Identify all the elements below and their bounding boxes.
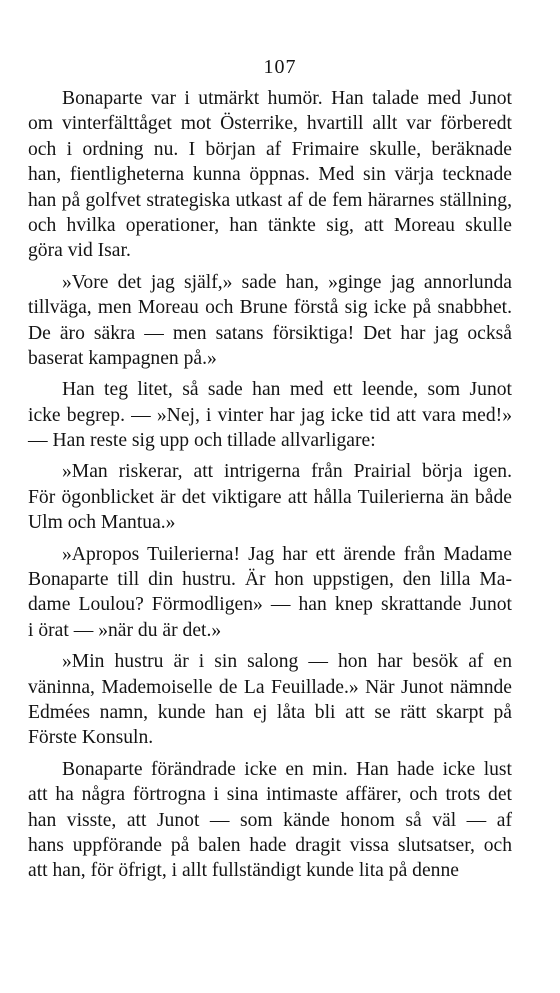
- text-line: tillväga, men Moreau och Brune förstå sig icke på snabbhet.: [28, 297, 512, 319]
- paragraph: [28, 542, 512, 644]
- paragraph: [28, 757, 512, 884]
- paragraph: [28, 459, 512, 535]
- text-line: Edmées namn, kunde han ej låta bli att se rätt skarpt på: [28, 701, 512, 723]
- text-line: att ha några förtrogna i sina intimaste affärer, och trots det: [28, 784, 512, 806]
- text-line: Ulm och Mantua.»: [28, 512, 176, 534]
- text-line: han visste, att Junot — som kände honom så väl — af: [28, 809, 512, 831]
- text-line: Bonaparte till din hustru. Är hon uppstigen, den lilla Ma-: [28, 569, 512, 591]
- text-line: »Apropos Tuilerierna! Jag har ett ärende från Madame: [62, 543, 512, 565]
- page-number: 107: [263, 56, 297, 78]
- text-line: De äro säkra — men satans försiktiga! Det har jag också: [28, 322, 512, 344]
- text-line: »Min hustru är i sin salong — hon har besök af en: [62, 651, 512, 673]
- body-text: [28, 86, 512, 890]
- text-line: och hvilka operationer, han tänkte sig, att Moreau skulle: [28, 214, 512, 236]
- text-line: och i ordning nu. I början af Frimaire skulle, beräknade: [28, 138, 512, 160]
- text-line: dame Loulou? Förmodligen» — han knep skrattande Junot: [28, 594, 512, 616]
- paragraph: [28, 649, 512, 751]
- text-line: icke begrep. — »Nej, i vinter har jag icke tid att vara med!»: [28, 404, 512, 426]
- text-line: väninna, Mademoiselle de La Feuillade.» När Junot nämnde: [28, 676, 512, 698]
- text-line: göra vid Isar.: [28, 240, 131, 262]
- text-line: baserat kampagnen på.»: [28, 347, 217, 369]
- text-line: — Han reste sig upp och tillade allvarligare:: [28, 430, 376, 452]
- paragraph: [28, 270, 512, 372]
- text-line: »Vore det jag själf,» sade han, »ginge jag annorlunda: [62, 271, 512, 293]
- text-line: För ögonblicket är det viktigare att hålla Tuilerierna än både: [28, 486, 512, 508]
- text-line: hans uppförande på balen hade dragit vissa slutsatser, och: [28, 834, 512, 856]
- paragraph: [28, 377, 512, 453]
- text-line: i örat — »när du är det.»: [28, 619, 222, 641]
- text-line: Bonaparte var i utmärkt humör. Han talade med Junot: [62, 88, 512, 109]
- text-line: han på golfvet strategiska utkast af de fem härarnes ställning,: [28, 189, 512, 211]
- text-line: att han, för öfrigt, i allt fullständigt kunde lita på denne: [28, 860, 459, 882]
- paragraph: [28, 86, 512, 264]
- text-line: han, fientligheterna kunna öppnas. Med sin värja tecknade: [28, 164, 512, 186]
- text-line: Bonaparte förändrade icke en min. Han hade icke lust: [62, 758, 512, 780]
- text-line: Förste Konsuln.: [28, 727, 154, 749]
- text-line: »Man riskerar, att intrigerna från Prairial börja igen.: [62, 461, 512, 483]
- text-line: om vinterfälttåget mot Österrike, hvartill allt var förberedt: [28, 113, 512, 135]
- text-line: Han teg litet, så sade han med ett leende, som Junot: [62, 379, 512, 401]
